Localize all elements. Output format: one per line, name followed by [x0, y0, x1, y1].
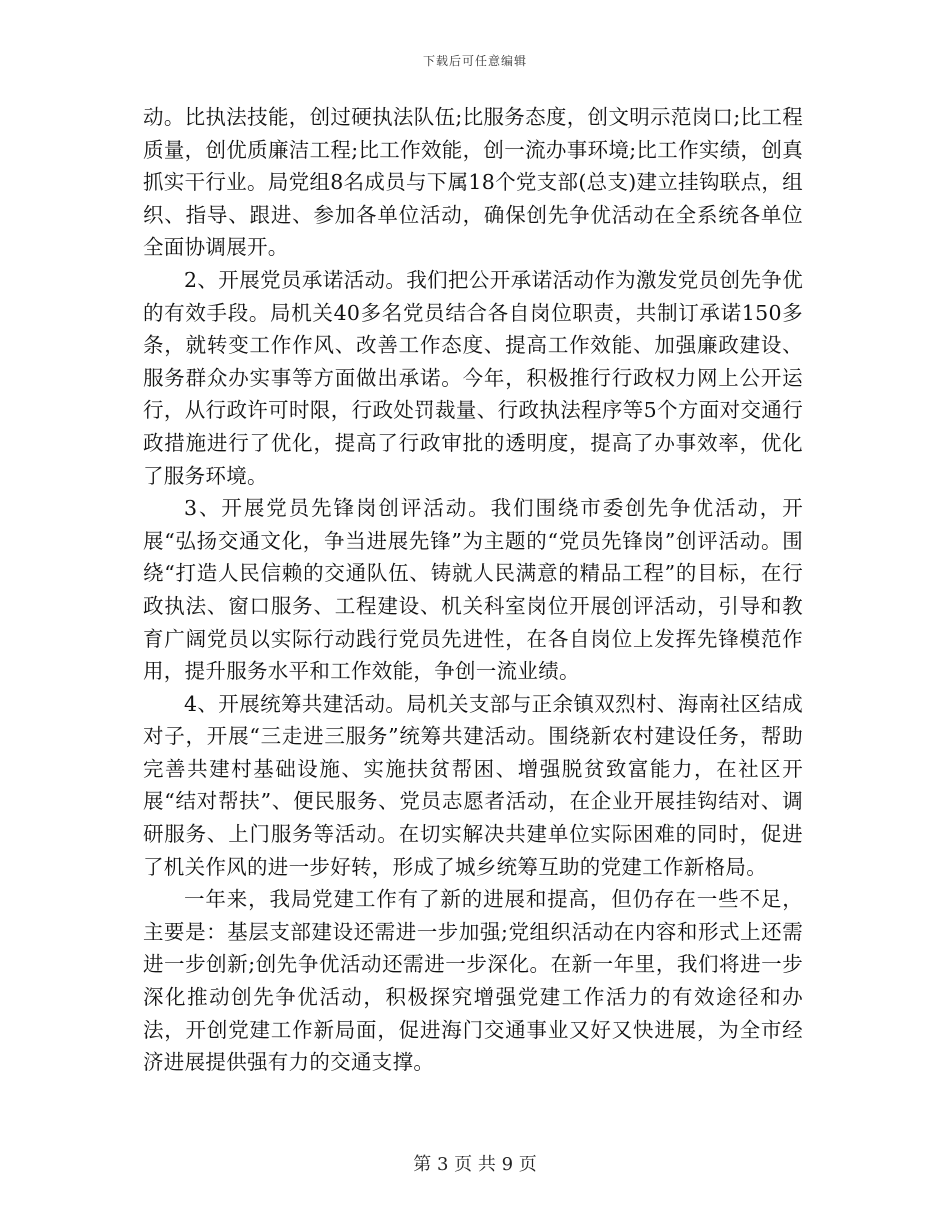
paragraph-item-4: 4、开展统筹共建活动。局机关支部与正余镇双烈村、海南社区结成对子，开展“三走进三服务”统筹共建活动。围绕新农村建设任务，帮助完善共建村基础设施、实施扶贫帮困、增强脱贫致富能力，在社区开展“结对帮扶”、便民服务、党员志愿者活动，在企业开展挂钩结对、调研服务、上门服务等活动。在切实解决共建单位实际困难的同时，促进了机关作风的进一步好转，形成了城乡统筹互助的党建工作新格局。: [143, 691, 803, 879]
paragraph-summary: 一年来，我局党建工作有了新的进展和提高，但仍存在一些不足，主要是：基层支部建设还需进一步加强;党组织活动在内容和形式上还需进一步创新;创先争优活动还需进一步深化。在新一年里，我们将进一步深化推动创先争优活动，积极探究增强党建工作活力的有效途径和办法，开创党建工作新局面，促进海门交通事业又好又快进展，为全市经济进展提供强有力的交通支撑。: [143, 887, 803, 1075]
page-number: 第 3 页 共 9 页: [413, 1154, 537, 1175]
document-body: [143, 101, 803, 1079]
paragraph-continuation: 动。比执法技能，创过硬执法队伍;比服务态度，创文明示范岗口;比工程质量，创优质廉洁工程;比工作效能，创一流办事环境;比工作实绩，创真抓实干行业。局党组8名成员与下属18个党支部(总支)建立挂钩联点，组织、指导、跟进、参加各单位活动，确保创先争优活动在全系统各单位全面协调展开。: [143, 105, 803, 260]
paragraph-item-2: 2、开展党员承诺活动。我们把公开承诺活动作为激发党员创先争优的有效手段。局机关40多名党员结合各自岗位职责，共制订承诺150多条，就转变工作作风、改善工作态度、提高工作效能、加强廉政建设、服务群众办实事等方面做出承诺。今年，积极推行行政权力网上公开运行，从行政许可时限，行政处罚裁量、行政执法程序等5个方面对交通行政措施进行了优化，提高了行政审批的透明度，提高了办事效率，优化了服务环境。: [143, 267, 803, 488]
paragraph-item-3: 3、开展党员先锋岗创评活动。我们围绕市委创先争优活动，开展“弘扬交通文化，争当进展先锋”为主题的“党员先锋岗”创评活动。围绕“打造人民信赖的交通队伍、铸就人民满意的精品工程”的目标，在行政执法、窗口服务、工程建设、机关科室岗位开展创评活动，引导和教育广阔党员以实际行动践行党员先进性，在各自岗位上发挥先锋模范作用，提升服务水平和工作效能，争创一流业绩。: [143, 496, 803, 684]
page-header-note: 下载后可任意编辑: [422, 54, 527, 68]
